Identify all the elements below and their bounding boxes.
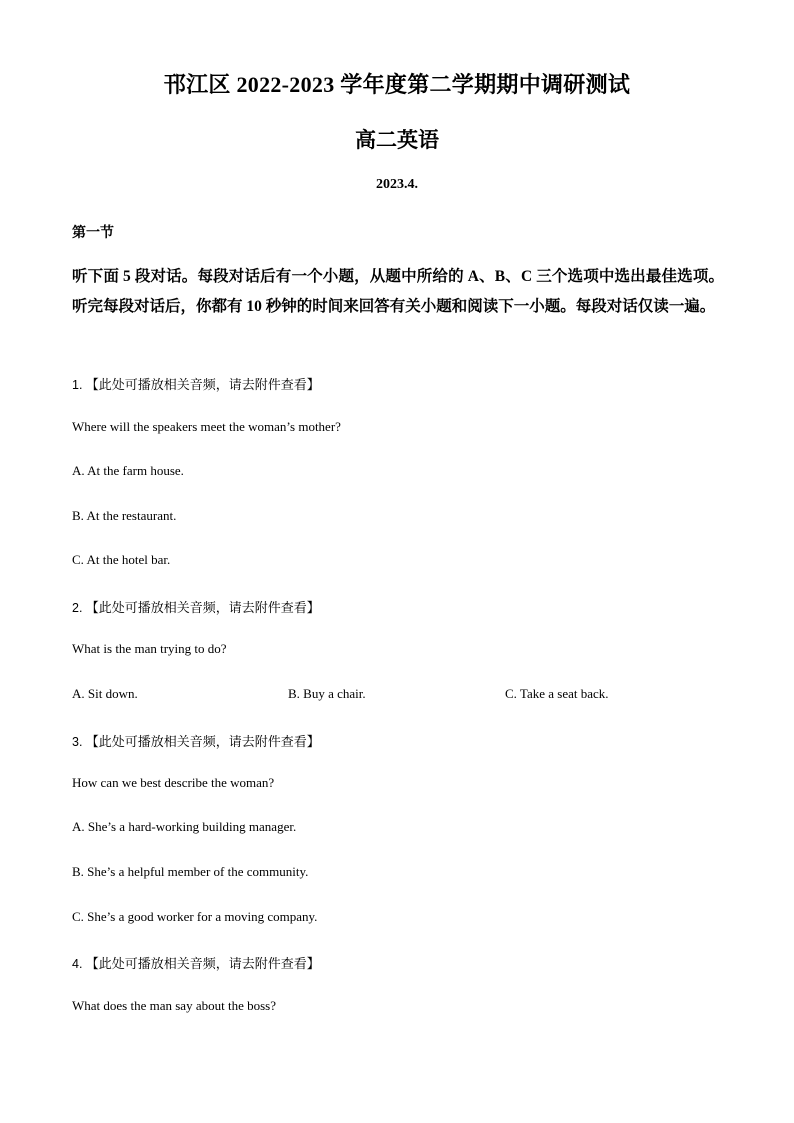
question-1-text: Where will the speakers meet the woman’s mother? (72, 419, 341, 434)
exam-date: 2023.4. (376, 177, 418, 192)
question-4-number: 4. (72, 957, 83, 971)
question-1-audio-line (72, 374, 320, 393)
question-1-option-b: B. At the restaurant. (72, 508, 177, 523)
exam-title: 邗江区 2022-2023 学年度第二学期期中调研测试 (163, 72, 631, 97)
question-4-audio-note: 【此处可播放相关音频，请去附件查看】 (85, 956, 320, 971)
question-2-number: 2. (72, 601, 83, 615)
question-3-number: 3. (72, 735, 83, 749)
question-3-option-a: A. She’s a hard-working building manager. (72, 819, 297, 834)
question-3-text: How can we best describe the woman? (72, 775, 275, 790)
question-2-option-c: C. Take a seat back. (505, 686, 609, 701)
question-3-option-b: B. She’s a helpful member of the community. (72, 864, 309, 879)
question-2-option-a: A. Sit down. (72, 686, 138, 701)
question-2-text: What is the man trying to do? (72, 641, 227, 656)
question-2-option-b: B. Buy a chair. (288, 686, 366, 701)
question-1-number: 1. (72, 378, 83, 392)
question-3-audio-line (72, 731, 320, 750)
exam-subject: 高二英语 (355, 128, 439, 152)
question-1-audio-note: 【此处可播放相关音频，请去附件查看】 (85, 377, 320, 392)
question-2-audio-note: 【此处可播放相关音频，请去附件查看】 (85, 600, 320, 615)
section-instructions: 听下面 5 段对话。每段对话后有一个小题，从题中所给的 A、B、C 三个选项中选出最佳选项。听完每段对话后，你都有 10 秒钟的时间来回答有关小题和阅读下一小题。每段对话仅读一遍。 (72, 268, 724, 315)
question-1-option-a: A. At the farm house. (72, 463, 184, 478)
question-1-option-c: C. At the hotel bar. (72, 552, 171, 567)
question-3-audio-note: 【此处可播放相关音频，请去附件查看】 (85, 734, 320, 749)
question-3-option-c: C. She’s a good worker for a moving company. (72, 909, 318, 924)
question-4-text: What does the man say about the boss? (72, 998, 276, 1013)
question-4-audio-line (72, 953, 320, 972)
section-label: 第一节 (72, 226, 114, 241)
question-2-options (72, 686, 724, 704)
question-2-audio-line (72, 597, 320, 616)
